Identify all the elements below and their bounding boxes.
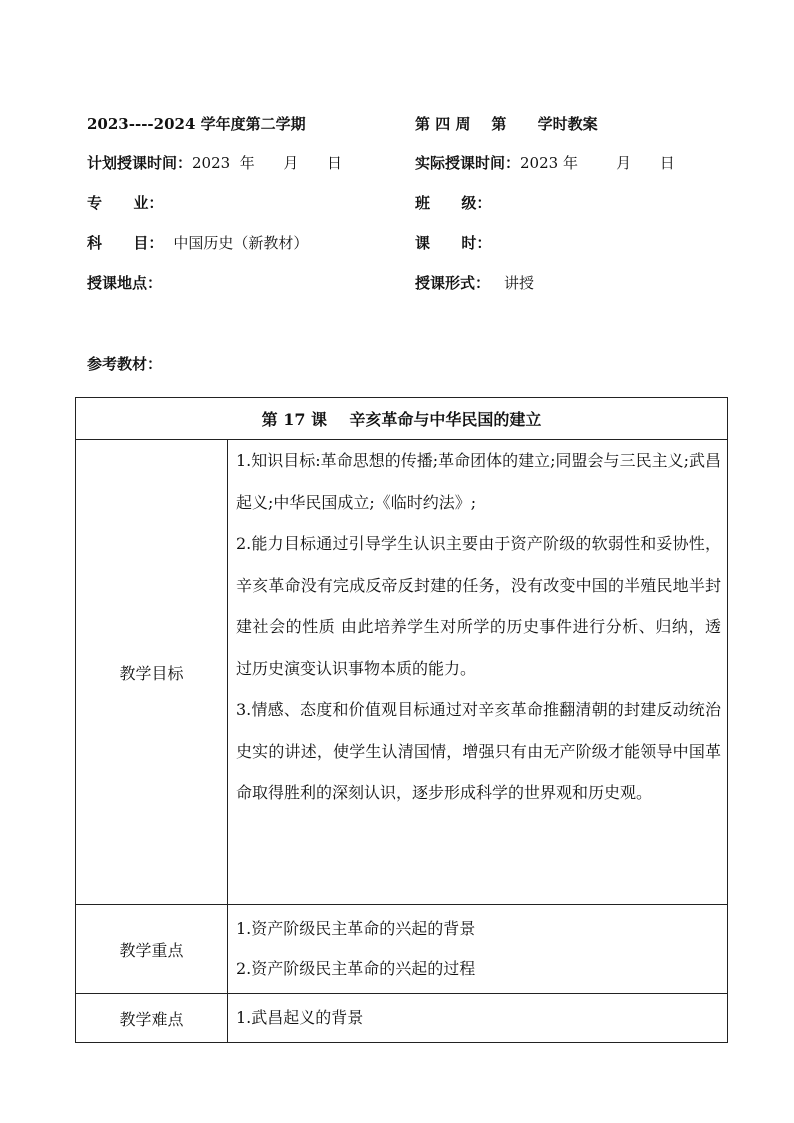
goal-item: 3.情感、态度和价值观目标通过对辛亥革命推翻清朝的封建反动统治史实的讲述，使学生认清国情，增强只有由无产阶级才能领导中国革命取得胜利的深刻认识，逐步形成科学的世界观和历史观。 xyxy=(236,700,721,802)
header-row-time xyxy=(87,151,727,175)
table-row-goals xyxy=(76,440,728,905)
goals-label: 教学目标 xyxy=(76,440,228,905)
actual-time-label: 实际授课时间： xyxy=(415,154,521,172)
goals-content xyxy=(228,440,728,905)
table-row-key-points xyxy=(76,905,728,994)
actual-time xyxy=(415,151,675,175)
major-label: 专 业： xyxy=(87,194,164,212)
planned-time xyxy=(87,151,342,175)
header-row-location xyxy=(87,271,727,295)
week-label: 第 四 周 第 学时教案 xyxy=(415,115,598,133)
lesson-title: 第 17 课 辛亥革命与中华民国的建立 xyxy=(76,398,728,440)
table-row-difficulties xyxy=(76,994,728,1043)
hours-label: 课 时： xyxy=(415,234,492,252)
actual-time-value: 2023 年 月 日 xyxy=(520,154,675,172)
difficulty-item: 1.武昌起义的背景 xyxy=(236,1008,364,1027)
key-point-item: 2.资产阶级民主革命的兴起的过程 xyxy=(236,959,476,978)
key-points-content xyxy=(228,905,728,994)
form-label: 授课形式： xyxy=(415,274,491,292)
goal-item: 2.能力目标通过引导学生认识主要由于资产阶级的软弱性和妥协性，辛亥革命没有完成反帝反封建的任务，没有改变中国的半殖民地半封建社会的性质 由此培养学生对所学的历史事件进行分析、归纳，透过历史演变认识事物本质的能力。 xyxy=(236,534,721,678)
class-label: 班 级： xyxy=(415,194,492,212)
table-row-title xyxy=(76,398,728,440)
planned-time-value: 2023 年 月 日 xyxy=(192,154,342,172)
planned-time-label: 计划授课时间： xyxy=(87,154,193,172)
term-label: 2023----2024 学年度第二学期 xyxy=(87,115,306,133)
lesson-plan-table xyxy=(75,397,728,1043)
header-row-term xyxy=(87,112,727,136)
header-row-subject xyxy=(87,231,727,255)
reference-label: 参考教材： xyxy=(87,355,163,373)
subject-value: 中国历史（新教材） xyxy=(173,234,309,252)
difficulties-content xyxy=(228,994,728,1043)
key-point-item: 1.资产阶级民主革命的兴起的背景 xyxy=(236,919,476,938)
key-points-label: 教学重点 xyxy=(76,905,228,994)
subject-label: 科 目： xyxy=(87,234,164,252)
form xyxy=(415,271,534,295)
header-row-major xyxy=(87,191,727,215)
goal-item: 1.知识目标:革命思想的传播;革命团体的建立;同盟会与三民主义;武昌起义;中华民国成立;《临时约法》; xyxy=(236,451,721,512)
subject xyxy=(87,231,308,255)
difficulties-label: 教学难点 xyxy=(76,994,228,1043)
form-value: 讲授 xyxy=(504,274,535,292)
location-label: 授课地点： xyxy=(87,274,163,292)
